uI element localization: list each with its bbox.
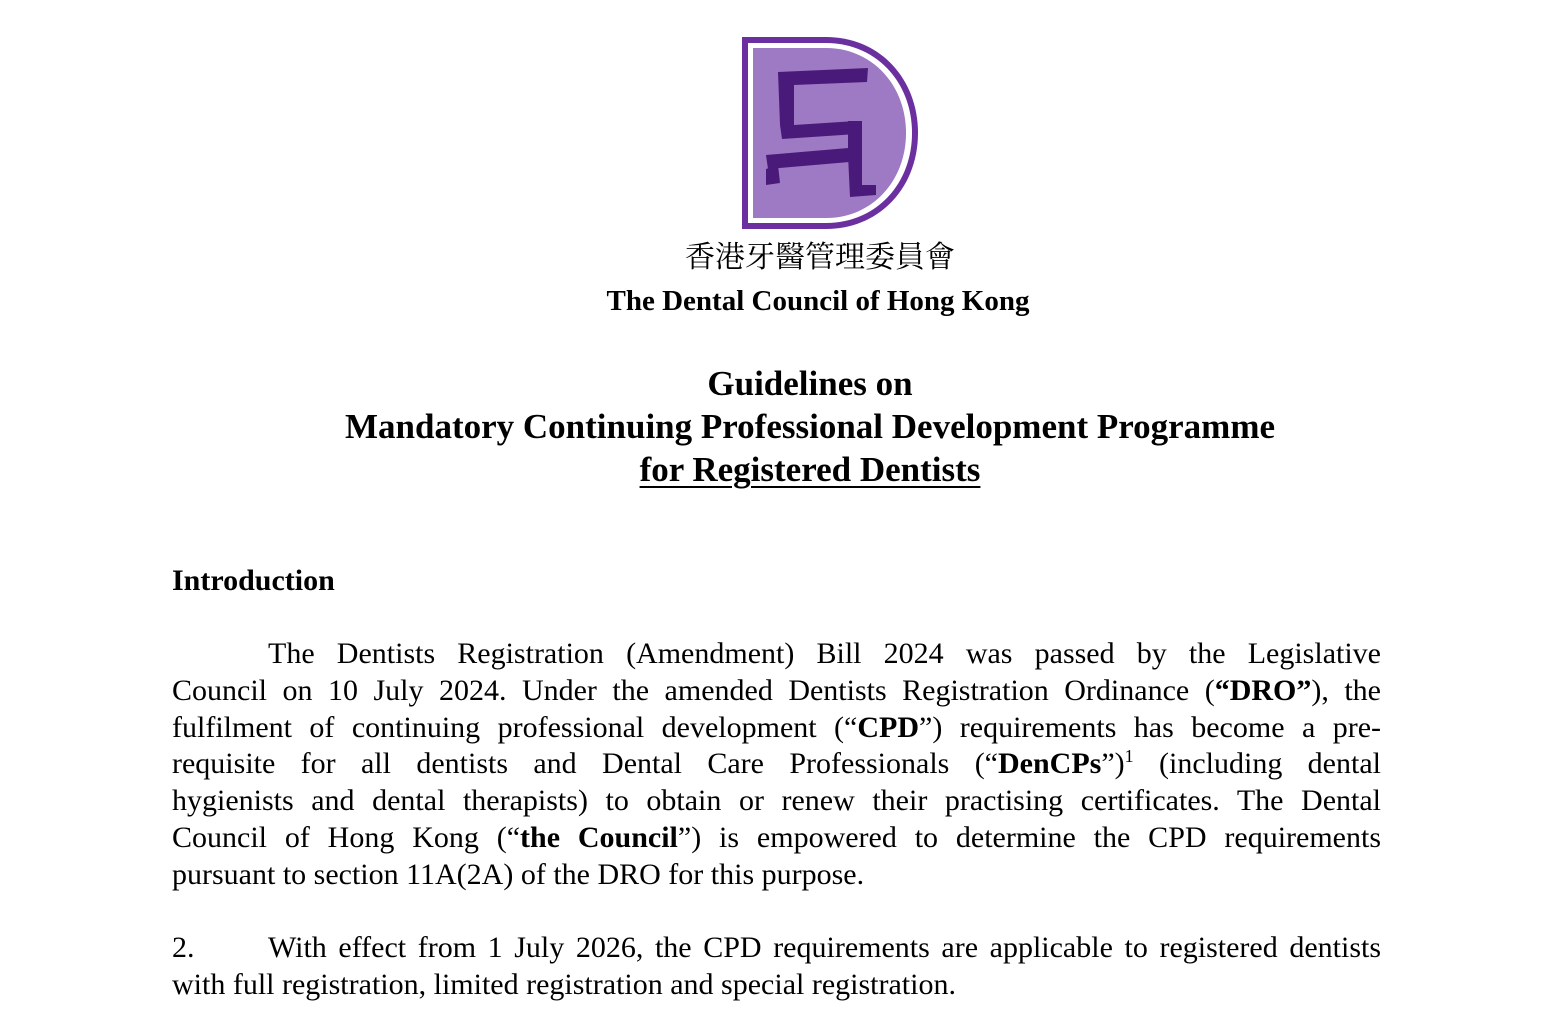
paragraph-2-line-2: with full registration, limited registration and special registration.: [172, 967, 956, 1001]
text-run: requisite for all dentists and Dental Care Professionals (“: [172, 747, 998, 781]
text-run: ”) requirements has become a pre-: [919, 710, 1381, 744]
document-title-line-1: Guidelines on: [707, 364, 913, 403]
document-title-line-3: [38, 448, 1544, 491]
paragraph-1: [172, 636, 1381, 894]
council-chinese-name: 香港牙醫管理委員會: [685, 240, 955, 275]
dental-council-logo: [740, 35, 920, 231]
paragraph-2: [172, 930, 1381, 1004]
text-run: ”) is empowered to determine the CPD requirements: [677, 820, 1382, 854]
council-english-name: The Dental Council of Hong Kong: [606, 285, 1030, 317]
section-heading-introduction: Introduction: [172, 564, 335, 597]
paragraph-1-line-6: [172, 820, 1381, 857]
footnote-marker[interactable]: 1: [1124, 746, 1134, 767]
paragraph-1-line-7: pursuant to section 11A(2A) of the DRO for this purpose.: [172, 857, 865, 891]
dental-council-d-logo-icon: [740, 35, 920, 231]
defined-term-dro: “DRO”: [1214, 673, 1312, 707]
text-run: Council on 10 July 2024. Under the amended Dentists Registration Ordinance (: [172, 673, 1215, 707]
paragraph-1-line-1: The Dentists Registration (Amendment) Bill 2024 was passed by the Legislative: [268, 637, 1381, 670]
paragraph-1-line-3: [172, 710, 1381, 747]
paragraph-1-line-5: hygienists and dental therapists) to obtain or renew their practising certificates. The Dental: [172, 784, 1381, 818]
defined-term-dencps: DenCPs: [998, 747, 1102, 781]
paragraph-1-line-4: [172, 746, 1381, 783]
paragraph-2-line-1: [172, 930, 1381, 967]
text-run: ”): [1101, 747, 1125, 781]
text-run: fulfilment of continuing professional development (“: [172, 710, 858, 744]
text-run: ), the: [1311, 673, 1381, 707]
defined-term-cpd: CPD: [857, 710, 920, 744]
text-run: With effect from 1 July 2026, the CPD requirements are applicable to registered dentists: [268, 931, 1381, 964]
text-run: Council of Hong Kong (“: [172, 820, 521, 854]
paragraph-1-line-2: [172, 673, 1381, 710]
document-title-line-2: Mandatory Continuing Professional Development Programme: [344, 407, 1276, 446]
defined-term-the-council: the Council: [520, 820, 678, 854]
paragraph-number: 2.: [172, 931, 195, 964]
document-title-line-3-text: for Registered Dentists: [639, 450, 981, 489]
text-run: (including dental: [1133, 747, 1381, 781]
